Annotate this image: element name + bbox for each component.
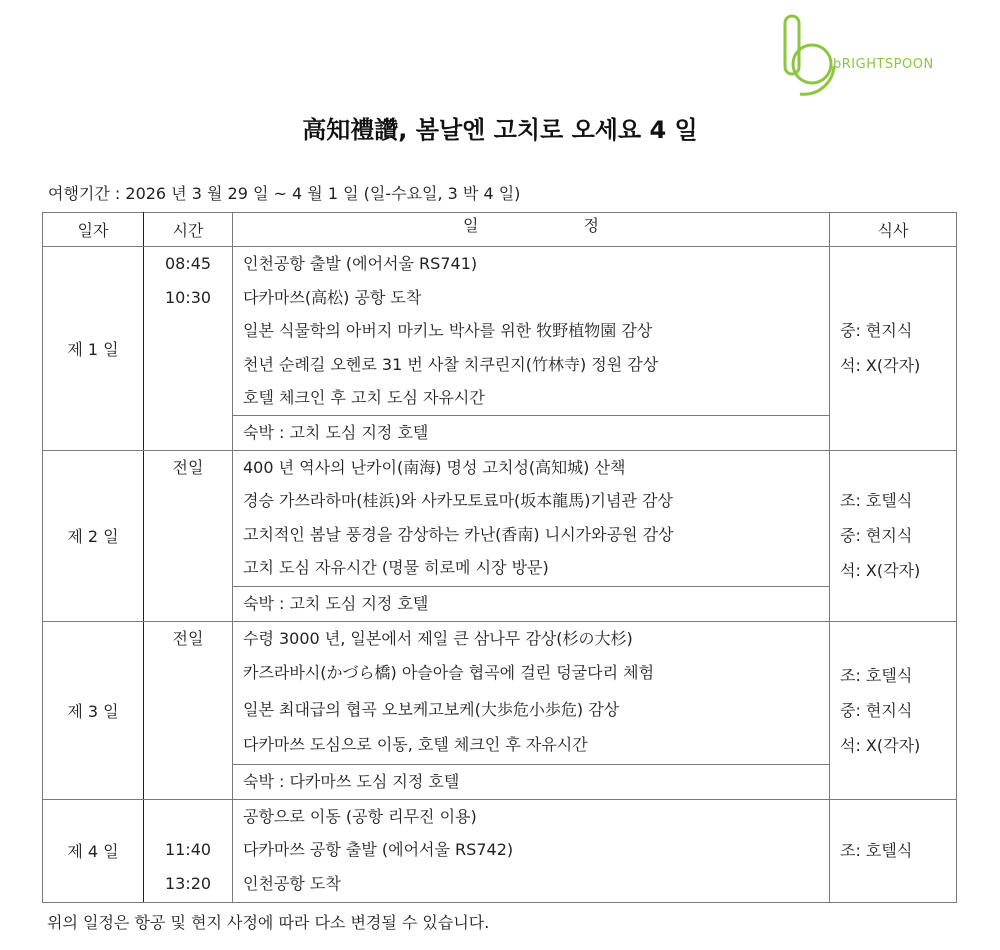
time-value: 13:20 — [164, 873, 212, 893]
schedule-item: 천년 순례길 오헨로 31 번 사찰 치쿠린지(竹林寺) 정원 감상 — [243, 354, 659, 374]
day-label: 제 1 일 — [43, 247, 144, 451]
schedule-cell — [233, 621, 830, 764]
table-row-day-2 — [43, 450, 957, 586]
schedule-item: 다카마쓰 도심으로 이동, 호텔 체크인 후 자유시간 — [243, 735, 588, 754]
time-cell — [144, 621, 233, 799]
day-label: 제 3 일 — [43, 621, 144, 799]
schedule-cell — [233, 799, 830, 902]
header-meal: 식사 — [830, 213, 957, 247]
header-schedule: 일 정 — [233, 213, 830, 247]
time-value — [144, 800, 232, 834]
day-label: 제 4 일 — [43, 799, 144, 902]
meal-item: 조: 호텔식 — [840, 665, 913, 685]
table-header-row — [43, 213, 957, 247]
lodging-info: 숙박 : 다카마쓰 도심 지정 호텔 — [233, 764, 830, 799]
lodging-info: 숙박 : 고치 도심 지정 호텔 — [233, 586, 830, 621]
meal-item: 석: X(각자) — [840, 561, 921, 580]
schedule-item: 수령 3000 년, 일본에서 제일 큰 삼나무 감상(杉の大杉) — [243, 628, 633, 648]
itinerary-table — [42, 212, 957, 903]
meal-item: 중: 현지식 — [840, 321, 913, 341]
meal-item: 석: X(각자) — [840, 356, 921, 376]
lodging-info: 숙박 : 고치 도심 지정 호텔 — [233, 415, 830, 450]
footnote: 위의 일정은 항공 및 현지 사정에 따라 다소 변경될 수 있습니다. — [47, 913, 490, 932]
schedule-item: 경승 가쓰라하마(桂浜)와 사카모토료마(坂本龍馬)기념관 감상 — [243, 491, 673, 510]
time-cell — [144, 247, 233, 451]
day-label: 제 2 일 — [43, 450, 144, 621]
schedule-cell — [233, 450, 830, 586]
brightspoon-logo — [778, 14, 968, 98]
meal-cell — [830, 450, 957, 621]
time-cell — [144, 450, 233, 621]
schedule-item: 인천공항 출발 (에어서울 RS741) — [243, 254, 478, 273]
schedule-item: 400 년 역사의 난카이(南海) 명성 고치성(高知城) 산책 — [243, 457, 626, 477]
schedule-item: 고치 도심 자유시간 (명물 히로메 시장 방문) — [243, 558, 549, 577]
table-row-day-4 — [43, 799, 957, 902]
table-row-day-1 — [43, 247, 957, 416]
schedule-item: 일본 식물학의 아버지 마키노 박사를 위한 牧野植物園 감상 — [243, 321, 653, 340]
meal-cell — [830, 621, 957, 799]
schedule-item: 인천공항 도착 — [243, 873, 341, 893]
meal-item: 석: X(각자) — [840, 735, 921, 755]
schedule-item: 다카마쓰(高松) 공항 도착 — [243, 287, 422, 307]
schedule-item: 호텔 체크인 후 고치 도심 자유시간 — [243, 388, 485, 407]
schedule-item: 카즈라바시(かづら橋) 아슬아슬 협곡에 걸린 덩굴다리 체험 — [243, 663, 655, 682]
header-day: 일자 — [43, 213, 144, 247]
meal-cell — [830, 799, 957, 902]
document-title: 高知禮讚, 봄날엔 고치로 오세요 4 일 — [302, 116, 698, 144]
header-time: 시간 — [144, 213, 233, 247]
schedule-item: 일본 최대급의 협곡 오보케고보케(大歩危小歩危) 감상 — [243, 700, 620, 719]
time-value: 11:40 — [164, 840, 212, 859]
logo-b-icon — [778, 14, 858, 98]
meal-item: 중: 현지식 — [840, 700, 913, 720]
meal-item: 조: 호텔식 — [840, 841, 913, 860]
time-value: 08:45 — [164, 254, 212, 273]
schedule-item: 다카마쓰 공항 출발 (에어서울 RS742) — [243, 840, 514, 859]
meal-item: 중: 현지식 — [840, 526, 913, 545]
time-value: 전일 — [172, 628, 204, 648]
meal-cell — [830, 247, 957, 451]
schedule-item: 고치적인 봄날 풍경을 감상하는 카난(香南) 니시가와공원 감상 — [243, 524, 674, 544]
meal-item: 조: 호텔식 — [840, 491, 913, 510]
logo-text: bRIGHTSPOON — [833, 57, 934, 72]
schedule-item: 공항으로 이동 (공항 리무진 이용) — [243, 806, 477, 826]
travel-period: 여행기간 : 2026 년 3 월 29 일 ~ 4 월 1 일 (일-수요일, 3 박 4 일) — [48, 184, 521, 203]
time-value: 10:30 — [164, 287, 212, 307]
time-value: 전일 — [172, 457, 204, 477]
schedule-cell — [233, 247, 830, 416]
time-cell — [144, 799, 233, 902]
table-row-day-3 — [43, 621, 957, 764]
